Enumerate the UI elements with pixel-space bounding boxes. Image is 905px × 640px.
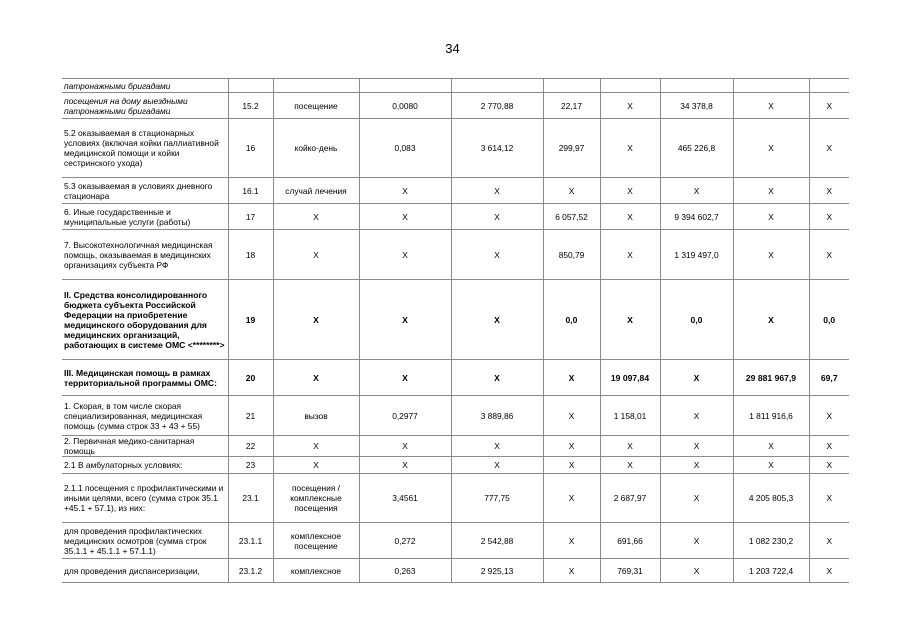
cell-row-code: 22: [228, 436, 273, 457]
cell-budget-total: 0,0: [660, 280, 733, 360]
cell-unit: X: [273, 360, 359, 396]
cell-unit: X: [273, 204, 359, 230]
cell-rate: X: [359, 457, 451, 474]
cell-cost: X: [451, 178, 543, 204]
cell-budget-per-capita: X: [543, 396, 600, 436]
cell-row-code: 15.2: [228, 93, 273, 119]
cell-unit: койко-день: [273, 119, 359, 178]
cell-oms-per-capita: X: [600, 280, 660, 360]
cell-share: 69,7: [809, 360, 849, 396]
cell-cost: X: [451, 280, 543, 360]
cell-cost: 3 889,86: [451, 396, 543, 436]
cell-share: X: [809, 559, 849, 583]
cell-budget-total: X: [660, 178, 733, 204]
cell-share: X: [809, 523, 849, 559]
cell-budget-per-capita: 22,17: [543, 93, 600, 119]
cell-unit: X: [273, 436, 359, 457]
cell-budget-total: X: [660, 360, 733, 396]
cell-row-code: 19: [228, 280, 273, 360]
cell-oms-total: 1 203 722,4: [733, 559, 809, 583]
cell-share: X: [809, 178, 849, 204]
cell-row-code: 20: [228, 360, 273, 396]
cell-rate: 0,0080: [359, 93, 451, 119]
cell-oms-total: X: [733, 230, 809, 280]
cell-unit: X: [273, 280, 359, 360]
cell-row-code: 23.1.1: [228, 523, 273, 559]
cell-share: X: [809, 436, 849, 457]
table-row: [62, 119, 849, 178]
cell-oms-per-capita: X: [600, 457, 660, 474]
cell-oms-total: 1 811 916,6: [733, 396, 809, 436]
cell-oms-total: [733, 79, 809, 93]
cell-oms-per-capita: X: [600, 178, 660, 204]
cell-oms-total: X: [733, 178, 809, 204]
cell-oms-per-capita: [600, 79, 660, 93]
cell-cost: 2 770,88: [451, 93, 543, 119]
table-row: [62, 360, 849, 396]
table-row: [62, 93, 849, 119]
cell-cost: 3 614,12: [451, 119, 543, 178]
cell-unit: комплексное посещение: [273, 523, 359, 559]
cell-share: 0,0: [809, 280, 849, 360]
cell-budget-per-capita: 6 057,52: [543, 204, 600, 230]
cell-oms-total: X: [733, 457, 809, 474]
cell-oms-total: X: [733, 204, 809, 230]
cell-row-label: 2. Первичная медико-санитарная помощь: [62, 436, 228, 457]
cell-row-code: 23: [228, 457, 273, 474]
cell-row-code: 23.1.2: [228, 559, 273, 583]
table-row: [62, 523, 849, 559]
data-table: [62, 78, 849, 583]
cell-oms-total: X: [733, 280, 809, 360]
cell-unit: случай лечения: [273, 178, 359, 204]
cell-budget-per-capita: X: [543, 360, 600, 396]
cell-row-label: 6. Иные государственные и муниципальные услуги (работы): [62, 204, 228, 230]
table-row: [62, 474, 849, 523]
cell-row-code: 23.1: [228, 474, 273, 523]
cell-budget-total: X: [660, 436, 733, 457]
cell-row-code: 16: [228, 119, 273, 178]
cell-unit: комплексное: [273, 559, 359, 583]
cell-budget-per-capita: X: [543, 474, 600, 523]
table-row: [62, 559, 849, 583]
cell-budget-total: 465 226,8: [660, 119, 733, 178]
cell-share: X: [809, 457, 849, 474]
cell-row-label: II. Средства консолидированного бюджета субъекта Российской Федерации на приобретение медицинского оборудования для медицинских организаций, работающих в системе ОМС <********>: [62, 280, 228, 360]
cell-rate: X: [359, 280, 451, 360]
cell-row-label: посещения на дому выездными патронажными бригадами: [62, 93, 228, 119]
page-number: 34: [445, 41, 460, 56]
cell-rate: X: [359, 436, 451, 457]
table-row: [62, 280, 849, 360]
cell-rate: X: [359, 360, 451, 396]
cell-oms-per-capita: 769,31: [600, 559, 660, 583]
cell-budget-per-capita: X: [543, 457, 600, 474]
cell-rate: 0,083: [359, 119, 451, 178]
table-row: [62, 396, 849, 436]
table-row: [62, 436, 849, 457]
cell-budget-total: X: [660, 523, 733, 559]
cell-cost: 777,75: [451, 474, 543, 523]
cell-budget-total: 34 378,8: [660, 93, 733, 119]
cell-budget-per-capita: X: [543, 523, 600, 559]
cell-rate: 0,263: [359, 559, 451, 583]
cell-share: X: [809, 474, 849, 523]
cell-oms-total: 29 881 967,9: [733, 360, 809, 396]
cell-share: [809, 79, 849, 93]
cell-oms-per-capita: X: [600, 436, 660, 457]
cell-oms-total: X: [733, 93, 809, 119]
cell-share: X: [809, 396, 849, 436]
cell-rate: 3,4561: [359, 474, 451, 523]
cell-cost: 2 925,13: [451, 559, 543, 583]
cell-unit: X: [273, 457, 359, 474]
cell-row-label: для проведения профилактических медицинских осмотров (сумма строк 35.1.1 + 45.1.1 + 57.1.1): [62, 523, 228, 559]
cell-oms-per-capita: X: [600, 93, 660, 119]
cell-budget-total: 1 319 497,0: [660, 230, 733, 280]
cell-budget-per-capita: X: [543, 436, 600, 457]
cell-row-label: III. Медицинская помощь в рамках территориальной программы ОМС:: [62, 360, 228, 396]
cell-share: X: [809, 93, 849, 119]
cell-oms-total: 1 082 230,2: [733, 523, 809, 559]
cell-rate: X: [359, 178, 451, 204]
cell-row-label: 1. Скорая, в том числе скорая специализированная, медицинская помощь (сумма строк 33 + 43 + 55): [62, 396, 228, 436]
cell-rate: X: [359, 230, 451, 280]
cell-budget-total: X: [660, 457, 733, 474]
cell-budget-per-capita: 850,79: [543, 230, 600, 280]
cell-row-code: 17: [228, 204, 273, 230]
cell-budget-per-capita: X: [543, 178, 600, 204]
cell-row-code: 21: [228, 396, 273, 436]
cell-rate: 0,272: [359, 523, 451, 559]
cell-cost: [451, 79, 543, 93]
cell-budget-per-capita: 299,97: [543, 119, 600, 178]
cell-unit: вызов: [273, 396, 359, 436]
cell-oms-total: X: [733, 436, 809, 457]
cell-share: X: [809, 230, 849, 280]
cell-row-code: 18: [228, 230, 273, 280]
cell-oms-per-capita: 2 687,97: [600, 474, 660, 523]
table-row: [62, 79, 849, 93]
cell-cost: 2 542,88: [451, 523, 543, 559]
cell-cost: X: [451, 436, 543, 457]
cell-oms-per-capita: 1 158,01: [600, 396, 660, 436]
cell-budget-total: X: [660, 474, 733, 523]
cell-cost: X: [451, 204, 543, 230]
table-row: [62, 178, 849, 204]
table-row: [62, 457, 849, 474]
cell-share: X: [809, 204, 849, 230]
cell-oms-per-capita: X: [600, 119, 660, 178]
cell-row-label: 2.1 В амбулаторных условиях:: [62, 457, 228, 474]
cell-unit: X: [273, 230, 359, 280]
cell-row-label: 5.2 оказываемая в стационарных условиях (включая койки паллиативной медицинской помощи и койки сестринского ухода): [62, 119, 228, 178]
cell-budget-total: X: [660, 396, 733, 436]
cell-unit: посещения / комплексные посещения: [273, 474, 359, 523]
cell-row-label: 2.1.1 посещения с профилактическими и иными целями, всего (сумма строк 35.1 +45.1 + 57.1), из них:: [62, 474, 228, 523]
cell-cost: X: [451, 360, 543, 396]
cell-row-label: 7. Высокотехнологичная медицинская помощь, оказываемая в медицинских организациях субъекта РФ: [62, 230, 228, 280]
cell-row-label: патронажными бригадами: [62, 79, 228, 93]
cell-budget-total: 9 394 602,7: [660, 204, 733, 230]
cell-oms-per-capita: 19 097,84: [600, 360, 660, 396]
cell-oms-per-capita: X: [600, 230, 660, 280]
cell-cost: X: [451, 230, 543, 280]
cell-budget-total: X: [660, 559, 733, 583]
cell-budget-per-capita: [543, 79, 600, 93]
cell-row-code: [228, 79, 273, 93]
table-row: [62, 230, 849, 280]
cell-unit: посещение: [273, 93, 359, 119]
cell-rate: 0,2977: [359, 396, 451, 436]
cell-oms-per-capita: X: [600, 204, 660, 230]
cell-budget-total: [660, 79, 733, 93]
cell-row-label: для проведения диспансеризации,: [62, 559, 228, 583]
cell-row-label: 5.3 оказываемая в условиях дневного стационара: [62, 178, 228, 204]
cell-row-code: 16.1: [228, 178, 273, 204]
cell-rate: [359, 79, 451, 93]
cell-oms-total: X: [733, 119, 809, 178]
cell-budget-per-capita: 0,0: [543, 280, 600, 360]
cell-share: X: [809, 119, 849, 178]
cell-oms-total: 4 205 805,3: [733, 474, 809, 523]
cell-cost: X: [451, 457, 543, 474]
cell-budget-per-capita: X: [543, 559, 600, 583]
cell-rate: X: [359, 204, 451, 230]
cell-unit: [273, 79, 359, 93]
table-row: [62, 204, 849, 230]
cell-oms-per-capita: 691,66: [600, 523, 660, 559]
